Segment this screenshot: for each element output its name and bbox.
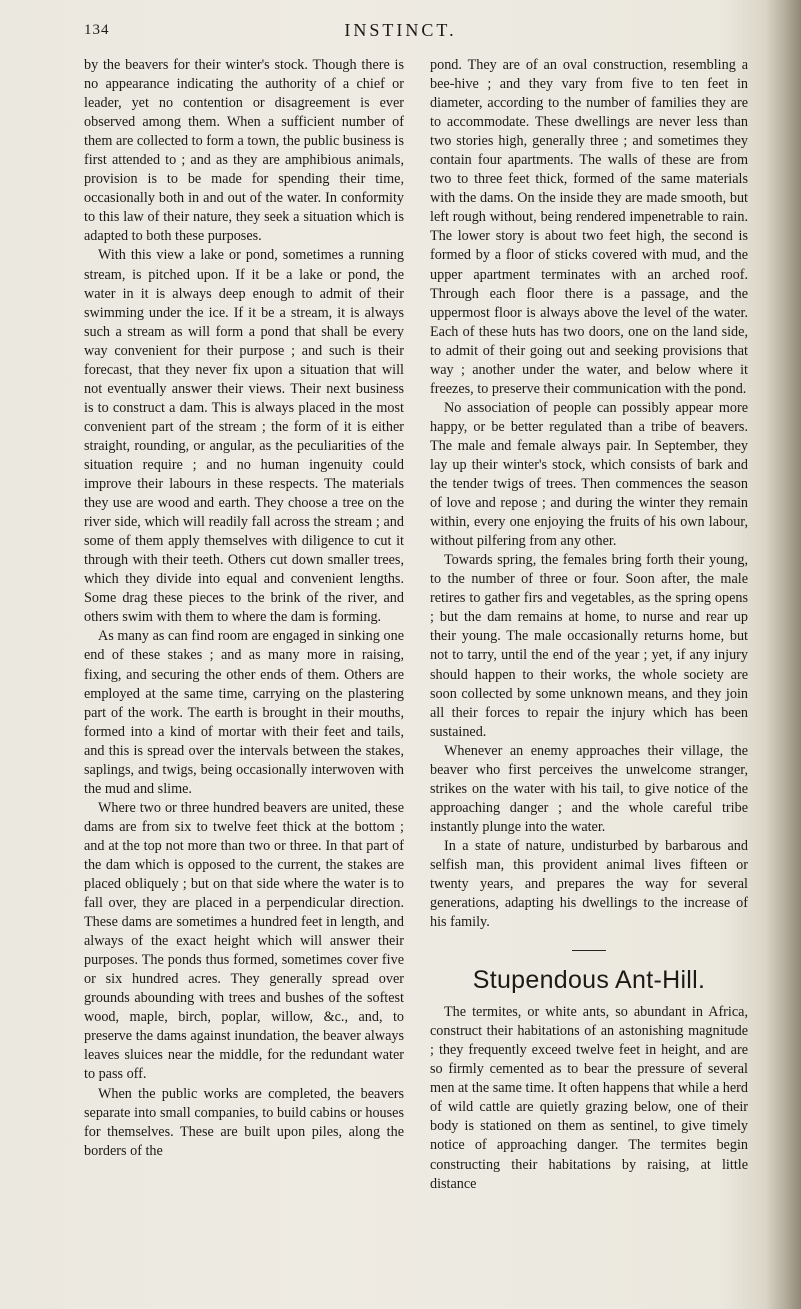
left-column xyxy=(84,56,404,1161)
paragraph: by the beavers for their winter's stock. Though there is no appearance indicating the authority of a chief or leader, yet no contention or disagreement is ever observed among them. When a sufficient number of them are collected to form a town, the public business is first attended to ; and as they are amphibious animals, provision is to be made for spending their time, occasionally both in and out of the water. In conformity to this law of their nature, they seek a situation which is adapted to both these purposes. xyxy=(84,57,404,245)
right-column xyxy=(430,56,748,1194)
paragraph: The termites, or white ants, so abundant in Africa, construct their habitations of an astonishing magnitude ; they frequently exceed twelve feet in height, and are so firmly cemented as to bear the pressure of several men at the same time. It often happens that while a herd of wild cattle are quietly grazing below, one of their body is stationed on them as sentinel, to give timely notice of approaching danger. The termites begin constructing their habitations by raising, at little distance xyxy=(430,1004,748,1192)
section-divider xyxy=(572,950,606,951)
paragraph: With this view a lake or pond, sometimes a running stream, is pitched upon. If it be a lake or pond, the water in it is always deep enough to admit of their swimming under the ice. If it be a stream, it is always such a stream as will form a pond that shall be every way convenient for their purpose ; and such is their forecast, that they never fix upon a situation that will not eventually answer their views. Their next business is to construct a dam. This is always placed in the most convenient part of the stream ; the form of it is either straight, rounding, or angular, as the peculiarities of the situation require ; and no human ingenuity could improve their labours in these respects. The materials they use are wood and earth. They choose a tree on the river side, which will readily fall across the stream ; and some of them apply themselves with diligence to cut it through with their teeth. Others cut down smaller trees, which they divide into equal and convenient lengths. Some drag these pieces to the brink of the river, and others swim with them to where the dam is forming. xyxy=(84,247,404,626)
paragraph: As many as can find room are engaged in sinking one end of these stakes ; and as many more in raising, fixing, and securing the other ends of them. Others are employed at the same time, carrying on the plastering part of the work. The earth is brought in their mouths, formed into a kind of mortar with their feet and tails, and this is spread over the intervals between the stakes, saplings, and twigs, being occasionally interwoven with the mud and slime. xyxy=(84,628,404,797)
section-title: Stupendous Ant-Hill. xyxy=(472,966,706,995)
paragraph: pond. They are of an oval construction, resembling a bee-hive ; and they vary from five to ten feet in diameter, according to the number of families they are to accommodate. These dwellings are never less than two stories high, generally three ; and sometimes they contain four apartments. The walls of these are from two to three feet thick, formed of the same materials with the dams. On the inside they are made smooth, but left rough without, being rendered impenetrable to rain. The lower story is about two feet high, the second is formed by a floor of sticks covered with mud, and the upper apartment terminates with an arched roof. Through each floor there is a passage, and the uppermost floor is always above the level of the water. Each of these huts has two doors, one on the land side, to admit of their going out and seeking provisions that way ; another under the water, and below where it freezes, to preserve their communication with the pond. xyxy=(430,57,748,397)
paragraph: Where two or three hundred beavers are united, these dams are from six to twelve feet thick at the bottom ; and at the top not more than two or three. In that part of the dam which is opposed to the current, the stakes are placed obliquely ; but on that side where the water is to fall over, they are placed in a perpendicular direction. These dams are sometimes a hundred feet in length, and always of the exact height which will answer their purposes. The ponds thus formed, sometimes cover five or six hundred acres. They generally spread over grounds abounding with trees and bushes of the softest wood, maple, birch, poplar, willow, &c., and, to preserve the dams against inundation, the beaver always leaves sluices near the middle, for the redundant water to pass off. xyxy=(84,799,404,1083)
page-gutter-shadow xyxy=(765,0,801,1309)
paragraph: Whenever an enemy approaches their village, the beaver who first perceives the unwelcome stranger, strikes on the water with his tail, to give notice of the approaching danger ; and the whole careful tribe instantly plunge into the water. xyxy=(430,742,748,835)
paragraph: When the public works are completed, the beavers separate into small companies, to build cabins or houses for themselves. These are built upon piles, along the borders of the xyxy=(84,1085,404,1159)
paragraph: In a state of nature, undisturbed by barbarous and selfish man, this provident animal lives fifteen or twenty years, and prepares the way for several generations, adapting his dwellings to the increase of his family. xyxy=(430,837,748,931)
running-head: INSTINCT. xyxy=(344,20,457,40)
paragraph: Towards spring, the females bring forth their young, to the number of three or four. Soon after, the male retires to gather firs and vegetables, as the spring opens ; but the dam remains at home, to nurse and rear up their young. The male occasionally returns home, but not to tarry, until the end of the year ; yet, if any injury should happen to their works, the whole society are soon collected by some unknown means, and they join all their forces to repair the injury which has been sustained. xyxy=(430,552,748,740)
paragraph: No association of people can possibly appear more happy, or be better regulated than a tribe of beavers. The male and female always pair. In September, they lay up their winter's stock, which consists of bark and the tender twigs of trees. Then commences the season of love and repose ; and during the winter they remain within, every one enjoying the fruits of his own labour, without pilfering from any other. xyxy=(430,399,748,550)
page-number: 134 xyxy=(84,22,110,38)
